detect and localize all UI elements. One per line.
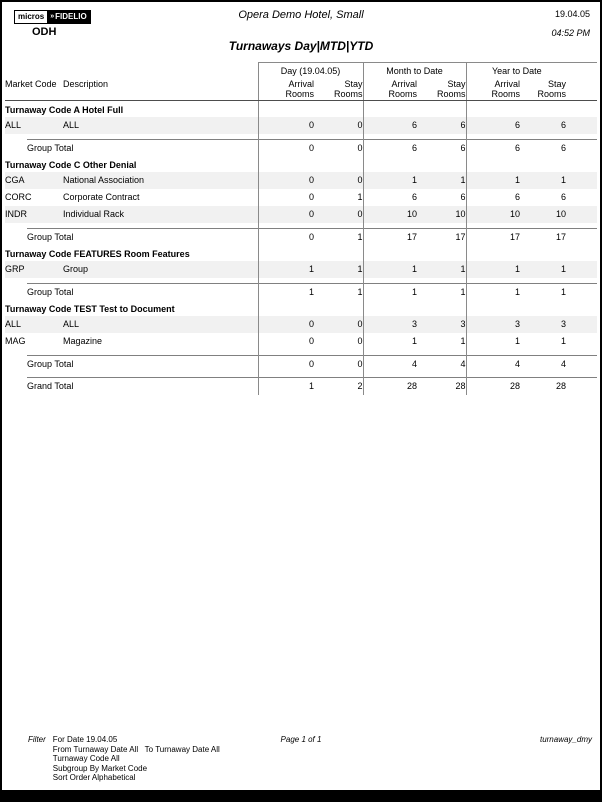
value-cell: 4 <box>417 356 466 372</box>
value-cell: 0 <box>258 189 314 206</box>
table-row <box>5 261 597 278</box>
value-cell: 0 <box>314 140 363 156</box>
value-cell: 1 <box>460 336 466 346</box>
value-cell: 1 <box>314 229 363 245</box>
value-cell: 1 <box>258 378 314 395</box>
value-cell: 6 <box>363 189 417 206</box>
group-total-label: Group Total <box>27 140 258 156</box>
grand-total-label: Grand Total <box>27 378 258 395</box>
value-cell <box>363 101 417 117</box>
value-cell <box>314 300 363 316</box>
value-cell: 10 <box>520 206 597 223</box>
value-cell: 1 <box>466 261 520 278</box>
section-header-label: Turnaway Code A Hotel Full <box>5 104 124 115</box>
logo-arrow-icon: » <box>50 13 55 20</box>
value-cell: 6 <box>460 192 466 202</box>
section-header-label: Turnaway Code FEATURES Room Features <box>5 248 190 259</box>
group-total-row <box>5 356 597 372</box>
day-stay-rooms-header: Stay Rooms <box>314 79 363 101</box>
value-cell: 4 <box>363 356 417 372</box>
value-cell: 3 <box>417 316 466 333</box>
description-cell: Group <box>63 261 258 278</box>
filter-line: From Turnaway Date All To Turnaway Date All <box>52 744 220 754</box>
value-cell: 1 <box>258 261 314 278</box>
value-cell: 6 <box>417 140 466 156</box>
description-cell: National Association <box>63 172 258 189</box>
total-indent <box>5 284 27 300</box>
value-cell: 0 <box>314 356 363 372</box>
filter-line: Subgroup By Market Code <box>52 763 148 773</box>
filter-line: Turnaway Code All <box>52 754 120 763</box>
value-cell: 6 <box>520 117 597 134</box>
market-code-header: Market Code <box>5 79 63 101</box>
market-code-cell: CGA <box>5 172 63 189</box>
description-cell: Corporate Contract <box>63 192 140 202</box>
table-row <box>5 206 597 223</box>
market-code-cell: INDR <box>5 206 63 223</box>
value-cell: 28 <box>363 378 417 395</box>
value-cell: 6 <box>363 117 417 134</box>
table-row <box>5 117 597 134</box>
value-cell: 17 <box>466 229 520 245</box>
value-cell: 17 <box>417 229 466 245</box>
value-cell <box>258 300 314 316</box>
value-cell: 0 <box>314 117 363 134</box>
group-total-row <box>5 140 597 156</box>
value-cell: 6 <box>363 140 417 156</box>
table-row <box>5 333 597 350</box>
value-cell: 6 <box>561 192 567 202</box>
value-cell: 0 <box>258 117 314 134</box>
mtd-arrival-rooms-header: Arrival Rooms <box>363 79 417 101</box>
description-cell: Magazine <box>63 336 103 346</box>
ytd-arrival-rooms-header: Arrival Rooms <box>466 79 520 101</box>
value-cell: 1 <box>314 261 363 278</box>
value-cell: 1 <box>258 284 314 300</box>
value-cell: 28 <box>417 378 466 395</box>
value-cell <box>363 245 417 261</box>
value-cell: 1 <box>417 172 466 189</box>
market-code-cell: CORC <box>5 192 32 202</box>
value-cell <box>466 156 520 172</box>
section-header-label: Turnaway Code C Other Denial <box>5 159 137 170</box>
report-table <box>5 62 597 395</box>
column-subheader-row <box>5 79 597 101</box>
logo-fidelio-text: FIDELIO <box>55 12 87 21</box>
value-cell: 1 <box>466 333 520 350</box>
value-cell: 1 <box>363 261 417 278</box>
value-cell: 1 <box>466 172 520 189</box>
value-cell: 0 <box>357 336 363 346</box>
value-cell: 6 <box>466 117 520 134</box>
market-code-cell: ALL <box>5 117 63 134</box>
value-cell: 28 <box>466 378 520 395</box>
market-code-cell: MAG <box>5 336 26 346</box>
value-cell: 0 <box>258 333 314 350</box>
description-header: Description <box>63 79 258 101</box>
section-header-row <box>5 300 597 316</box>
value-cell: 1 <box>520 284 597 300</box>
value-cell <box>520 156 597 172</box>
section-header-row <box>5 101 597 117</box>
value-cell <box>417 101 466 117</box>
value-cell: 1 <box>357 192 363 202</box>
value-cell <box>363 300 417 316</box>
value-cell: 0 <box>258 206 314 223</box>
page-info: Page 1 of 1 <box>280 735 322 744</box>
section-header-row <box>5 245 597 261</box>
value-cell: 0 <box>314 172 363 189</box>
value-cell: 4 <box>466 356 520 372</box>
value-cell <box>363 156 417 172</box>
value-cell <box>314 101 363 117</box>
value-cell: 6 <box>417 117 466 134</box>
value-cell: 0 <box>258 172 314 189</box>
value-cell <box>520 300 597 316</box>
value-cell: 0 <box>314 206 363 223</box>
report-title: Turnaways Day|MTD|YTD <box>228 39 374 53</box>
value-cell: 3 <box>520 316 597 333</box>
value-cell: 6 <box>466 189 520 206</box>
report-file-name: turnaway_dmy <box>539 735 592 744</box>
value-cell: 28 <box>520 378 597 395</box>
value-cell <box>417 156 466 172</box>
value-cell: 1 <box>520 261 597 278</box>
table-row <box>5 189 597 206</box>
value-cell <box>314 245 363 261</box>
value-cell: 0 <box>314 316 363 333</box>
value-cell <box>258 156 314 172</box>
value-cell: 3 <box>466 316 520 333</box>
value-cell <box>520 245 597 261</box>
group-total-label: Group Total <box>27 229 258 245</box>
value-cell: 0 <box>258 356 314 372</box>
value-cell <box>466 101 520 117</box>
value-cell: 0 <box>258 140 314 156</box>
value-cell: 10 <box>363 206 417 223</box>
value-cell: 6 <box>466 140 520 156</box>
table-row <box>5 316 597 333</box>
market-code-cell: ALL <box>5 316 63 333</box>
column-group-month-to-date: Month to Date <box>363 63 466 79</box>
value-cell <box>466 245 520 261</box>
column-group-header-row <box>5 63 597 79</box>
group-total-row <box>5 229 597 245</box>
value-cell: 1 <box>363 284 417 300</box>
value-cell: 1 <box>520 172 597 189</box>
description-cell: ALL <box>63 117 258 134</box>
value-cell: 17 <box>363 229 417 245</box>
report-table-body <box>5 101 597 395</box>
total-indent <box>5 140 27 156</box>
value-cell: 4 <box>520 356 597 372</box>
bottom-bar <box>2 790 600 800</box>
group-total-label: Group Total <box>27 284 258 300</box>
blank-cell <box>5 63 258 79</box>
value-cell: 1 <box>417 284 466 300</box>
value-cell <box>314 156 363 172</box>
day-arrival-rooms-header: Arrival Rooms <box>258 79 314 101</box>
value-cell <box>258 245 314 261</box>
ytd-stay-rooms-header: Stay Rooms <box>520 79 597 101</box>
hotel-name: Opera Demo Hotel, Small <box>238 9 364 21</box>
value-cell: 6 <box>520 140 597 156</box>
value-cell: 0 <box>258 316 314 333</box>
value-cell: 1 <box>314 284 363 300</box>
total-indent <box>5 378 27 395</box>
group-total-row <box>5 284 597 300</box>
market-code-cell: GRP <box>5 261 63 278</box>
value-cell <box>417 245 466 261</box>
total-indent <box>5 229 27 245</box>
filter-line: Sort Order Alphabetical <box>52 773 136 782</box>
value-cell: 1 <box>363 333 417 350</box>
value-cell <box>520 101 597 117</box>
description-cell: ALL <box>63 316 258 333</box>
table-row <box>5 172 597 189</box>
grand-total-row <box>5 378 597 395</box>
value-cell: 1 <box>466 284 520 300</box>
total-indent <box>5 356 27 372</box>
group-total-label: Group Total <box>27 356 258 372</box>
value-cell <box>258 101 314 117</box>
value-cell: 2 <box>314 378 363 395</box>
hotel-code: ODH <box>32 26 57 38</box>
value-cell: 1 <box>363 172 417 189</box>
value-cell: 1 <box>561 336 567 346</box>
value-cell: 0 <box>258 229 314 245</box>
value-cell <box>466 300 520 316</box>
column-group-day: Day (19.04.05) <box>258 63 363 79</box>
report-time: 04:52 PM <box>551 28 590 38</box>
section-header-label: Turnaway Code TEST Test to Document <box>5 303 175 314</box>
description-cell: Individual Rack <box>63 206 258 223</box>
logo-micros-text: micros <box>14 10 48 24</box>
report-footer <box>2 735 600 787</box>
value-cell <box>417 300 466 316</box>
value-cell: 10 <box>417 206 466 223</box>
column-group-year-to-date: Year to Date <box>466 63 597 79</box>
section-header-row <box>5 156 597 172</box>
report-date: 19.04.05 <box>554 9 590 19</box>
filter-line: For Date 19.04.05 <box>52 735 118 744</box>
mtd-stay-rooms-header: Stay Rooms <box>417 79 466 101</box>
filter-label: Filter <box>28 735 46 744</box>
value-cell: 3 <box>363 316 417 333</box>
value-cell: 17 <box>520 229 597 245</box>
value-cell: 10 <box>466 206 520 223</box>
value-cell: 1 <box>417 261 466 278</box>
